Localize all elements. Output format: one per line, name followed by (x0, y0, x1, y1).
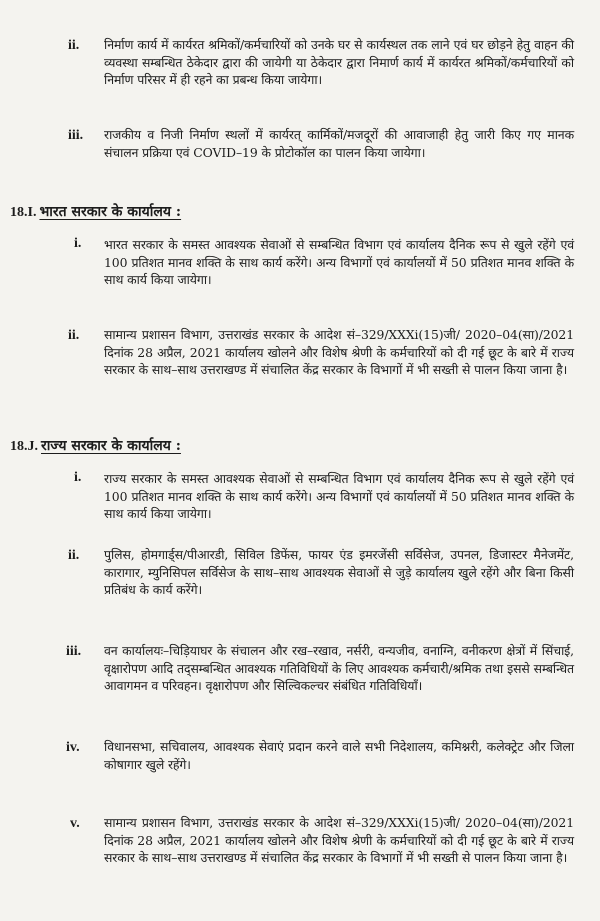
list-item-text: भारत सरकार के समस्त आवश्यक सेवाओं से सम्बन्धित विभाग एवं कार्यालय दैनिक रूप से खुले रहेंगे एवं 100 प्रतिशत मानव शक्ति के साथ कार्य करेंगे। अन्य विभागों एवं कार्यालयों में 50 प्रतिशत मानव शक्ति के साथ कार्य किया जायेगा। (104, 237, 574, 288)
list-item-text: विधानसभा, सचिवालय, आवश्यक सेवाएं प्रदान करने वाले सभी निदेशालय, कमिश्नरी, कलेक्ट्रेट और जिला कोषागार खुले रहेंगे। (104, 739, 574, 772)
section-heading-18j (10, 436, 181, 455)
list-item-text: राजकीय व निजी निर्माण स्थलों में कार्यरत् कार्मिकों/मजदूरों की आवाजाही हेतु जारी किए गए मानक संचालन प्रक्रिया एवं COVID–19 के प्रोटोकॉल का पालन किया जायेगा। (104, 127, 574, 160)
section-title: भारत सरकार के कार्यालय : (39, 204, 182, 220)
item-number: v. (70, 816, 80, 831)
item-number: iii. (68, 128, 84, 143)
item-number: ii. (68, 548, 80, 563)
list-item-text: निर्माण कार्य में कार्यरत श्रमिकों/कर्मचारियों को उनके घर से कार्यस्थल तक लाने एवं घर छोड़ने हेतु वाहन की व्यवस्था सम्बन्धित ठेकेदार द्वारा की जायेगी या ठेकेदार द्वारा निमार्ण कार्य में कार्यरत श्रमिकों/कर्मचारियों को निर्माण परिसर में ही रहने का प्रबन्ध किया जायेगा। (104, 37, 574, 88)
list-item-text: राज्य सरकार के समस्त आवश्यक सेवाओं से सम्बन्धित विभाग एवं कार्यालय दैनिक रूप से खुले रहेंगे एवं 100 प्रतिशत मानव शक्ति के साथ कार्य करेंगे। अन्य विभागों एवं कार्यालयों में 50 प्रतिशत मानव शक्ति के साथ कार्य किया जायेगा। (104, 471, 574, 522)
item-number: i. (74, 236, 82, 251)
item-number: iv. (66, 740, 80, 755)
section-heading-18i (10, 202, 181, 221)
section-code: 18.I. (10, 205, 37, 220)
list-item-text: सामान्य प्रशासन विभाग, उत्तराखंड सरकार के आदेश सं–329/XXXi(15)जी/ 2020–04(सा)/2021 दिनांक 28 अप्रैल, 2021 कार्यालय खोलने और विशेष श्रेणी के कर्मचारियों को दी गई छूट के बारे में राज्य सरकार के साथ–साथ उत्तराखण्ड में संचालित केंद्र सरकार के विभागों में भी सख्ती से पालन किया जाना है। (104, 815, 574, 866)
list-item-text: पुलिस, होमगार्ड्स/पीआरडी, सिविल डिफेंस, फायर एंड इमरजेंसी सर्विसेज, उपनल, डिजास्टर मैनेजमेंट, कारागार, म्युनिसिपल सर्विसेज के साथ–साथ आवश्यक सेवाओं से जुड़े कार्यालय खुले रहेंगे और बिना किसी प्रतिबंध के कार्य करेंगे। (104, 547, 574, 598)
item-number: iii. (66, 644, 82, 659)
list-item-text: सामान्य प्रशासन विभाग, उत्तराखंड सरकार के आदेश सं–329/XXXi(15)जी/ 2020–04(सा)/2021 दिनांक 28 अप्रैल, 2021 कार्यालय खोलने और विशेष श्रेणी के कर्मचारियों को दी गई छूट के बारे में राज्य सरकार के साथ–साथ उत्तराखण्ड में संचालित केंद्र सरकार के विभागों में भी सख्ती से पालन किया जाना है। (104, 327, 574, 378)
list-item-text: वन कार्यालयः–चिड़ियाघर के संचालन और रख–रखाव, नर्सरी, वन्यजीव, वनाग्नि, वनीकरण क्षेत्रों में सिंचाई, वृक्षारोपण आदि तद्सम्बन्धित आवश्यक गतिविधियों के लिए आवश्यक कर्मचारी/श्रमिक तथा इससे सम्बन्धित आवागमन व परिवहन। वृक्षारोपण और सिल्विकल्चर संबंधित गतिविधियाँ। (104, 643, 574, 694)
item-number: ii. (68, 38, 80, 53)
section-code: 18.J. (10, 439, 38, 454)
item-number: ii. (68, 328, 80, 343)
item-number: i. (74, 470, 82, 485)
section-title: राज्य सरकार के कार्यालय : (41, 438, 181, 454)
